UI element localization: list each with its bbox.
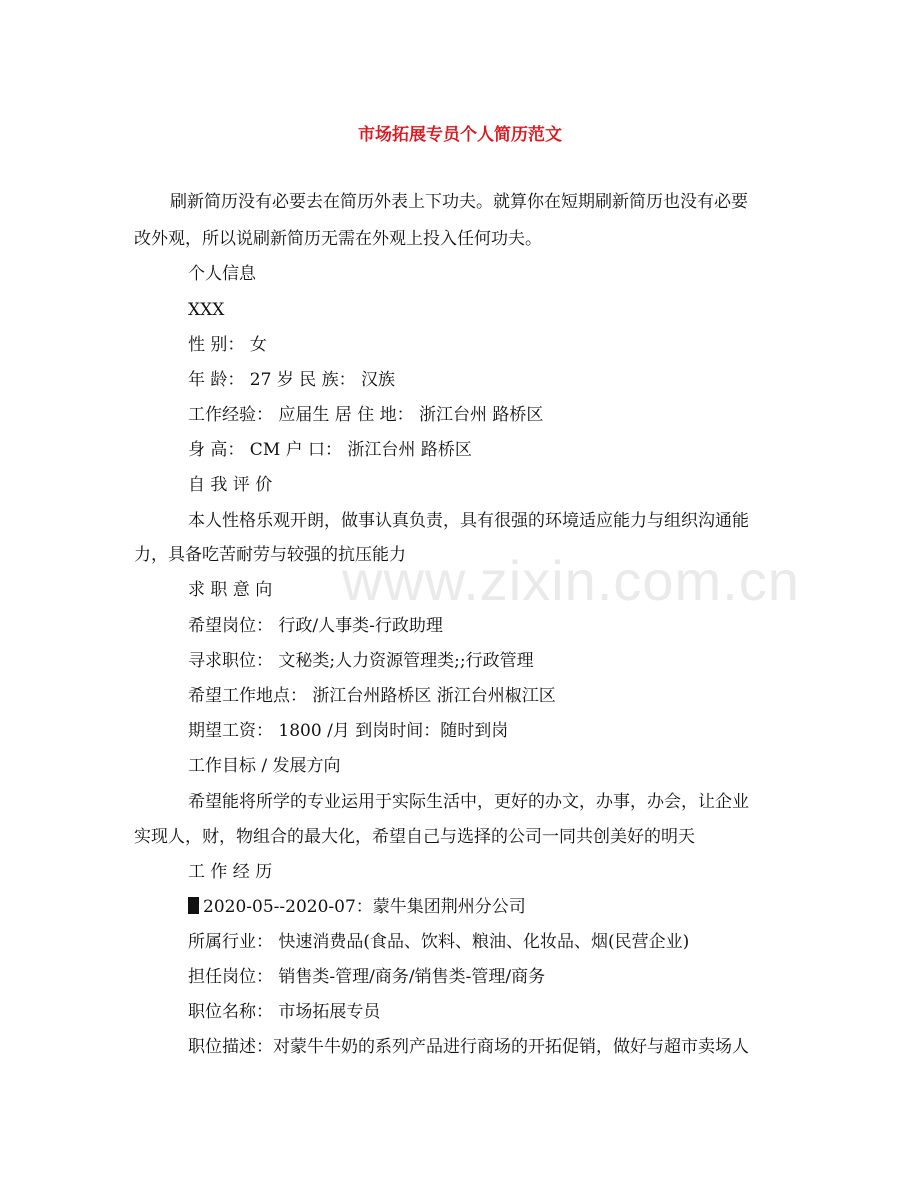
role-row: 担任岗位： 销售类-管理/商务/销售类-管理/商务 — [188, 967, 546, 987]
section-self-heading: 自 我 评 价 — [188, 475, 273, 495]
experience-residence-row: 工作经验： 应届生 居 住 地： 浙江台州 路桥区 — [188, 405, 544, 425]
section-goal-heading: 工作目标 / 发展方向 — [188, 756, 341, 776]
gender-row: 性 别： 女 — [188, 335, 267, 355]
height-hukou-row: 身 高： CM 户 口： 浙江台州 路桥区 — [188, 440, 472, 460]
age-ethnicity-row: 年 龄： 27 岁 民 族： 汉族 — [188, 370, 396, 390]
section-intent-heading: 求 职 意 向 — [188, 580, 273, 600]
intro-line-1: 刷新简历没有必要去在简历外表上下功夫。就算你在短期刷新简历也没有必要 — [170, 192, 748, 212]
bullet-block-icon — [188, 897, 199, 914]
job-title-row: 职位名称： 市场拓展专员 — [188, 1002, 381, 1022]
goal-line-1: 希望能将所学的专业运用于实际生活中，更好的办文，办事，办会，让企业 — [188, 792, 749, 812]
self-line-2: 力，具备吃苦耐劳与较强的抗压能力 — [134, 545, 406, 565]
document-title: 市场拓展专员个人简历范文 — [358, 125, 562, 145]
job-period-text: 2020-05--2020-07：蒙牛集团荆州分公司 — [203, 897, 526, 917]
sought-positions-row: 寻求职位： 文秘类;人力资源管理类;;行政管理 — [188, 651, 534, 671]
desired-post-row: 希望岗位： 行政/人事类-行政助理 — [188, 616, 443, 636]
job-description-row: 职位描述：对蒙牛牛奶的系列产品进行商场的开拓促销，做好与超市卖场人 — [188, 1037, 749, 1057]
job-period-row — [188, 895, 526, 919]
goal-line-2: 实现人，财，物组合的最大化，希望自己与选择的公司一同共创美好的明天 — [134, 827, 695, 847]
intro-line-2: 改外观，所以说刷新简历无需在外观上投入任何功夫。 — [134, 229, 542, 249]
desired-location-row: 希望工作地点： 浙江台州路桥区 浙江台州椒江区 — [188, 686, 556, 706]
industry-row: 所属行业： 快速消费品(食品、饮料、粮油、化妆品、烟(民营企业) — [188, 932, 690, 952]
self-line-1: 本人性格乐观开朗，做事认真负责，具有很强的环境适应能力与组织沟通能 — [188, 511, 749, 531]
section-work-heading: 工 作 经 历 — [188, 862, 273, 882]
section-personal-heading: 个人信息 — [188, 264, 256, 284]
watermark: www.zixin.com.cn — [342, 549, 800, 612]
name-value: XXX — [188, 300, 225, 320]
expected-salary-row: 期望工资： 1800 /月 到岗时间：随时到岗 — [188, 721, 509, 741]
